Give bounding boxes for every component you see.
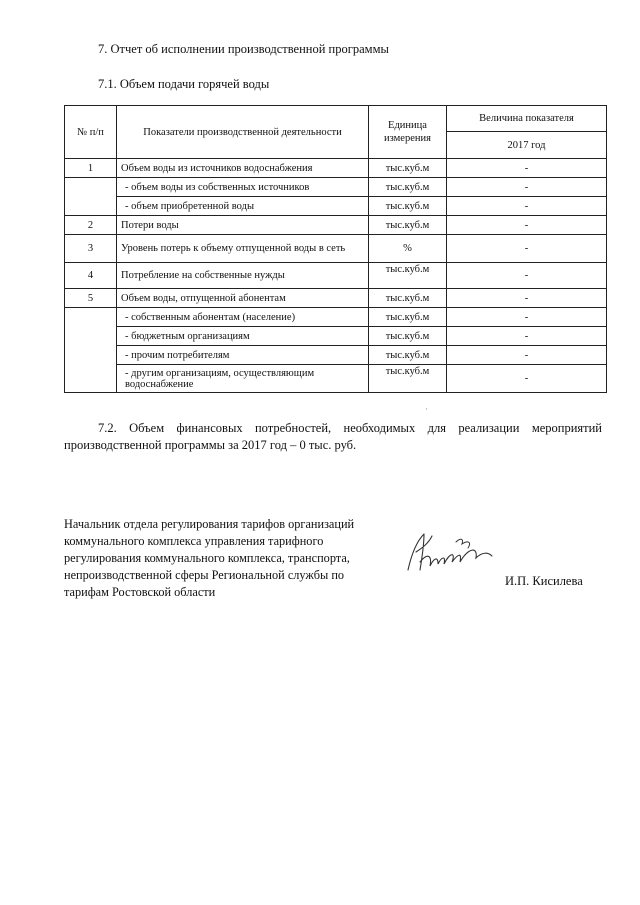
row-unit: тыс.куб.м: [369, 365, 447, 393]
signatory-title: [64, 516, 384, 601]
row-name: - другим организациям, осуществляющим водоснабжение: [117, 365, 369, 393]
table-row: [65, 178, 607, 197]
table-row: [65, 289, 607, 308]
table-row: [65, 346, 607, 365]
row-num: 2: [65, 216, 117, 235]
row-unit: тыс.куб.м: [369, 346, 447, 365]
row-unit: тыс.куб.м: [369, 308, 447, 327]
hot-water-supply-table: [64, 105, 607, 393]
row-value: -: [447, 178, 607, 197]
signatory-title-line: Начальник отдела регулирования тарифов организаций: [64, 517, 355, 531]
row-num: 5: [65, 289, 117, 308]
table-row: [65, 235, 607, 263]
row-value: -: [447, 216, 607, 235]
row-name: - объем приобретенной воды: [117, 197, 369, 216]
row-unit: тыс.куб.м: [369, 289, 447, 308]
signatory-title-line: непроизводственной сферы Региональной службы по: [64, 568, 345, 582]
row-unit: тыс.куб.м: [369, 327, 447, 346]
row-name: - бюджетным организациям: [117, 327, 369, 346]
row-value: -: [447, 327, 607, 346]
row-name: - прочим потребителям: [117, 346, 369, 365]
signatory-title-line: регулирования коммунального комплекса, транспорта,: [64, 551, 350, 565]
row-unit: %: [369, 235, 447, 263]
row-num: [65, 178, 117, 216]
row-value: -: [447, 365, 607, 393]
row-num: 1: [65, 159, 117, 178]
row-unit: тыс.куб.м: [369, 216, 447, 235]
row-name: Объем воды из источников водоснабжения: [117, 159, 369, 178]
table-row: [65, 197, 607, 216]
row-name: Объем воды, отпущенной абонентам: [117, 289, 369, 308]
row-value: -: [447, 197, 607, 216]
row-unit: тыс.куб.м: [369, 178, 447, 197]
table-row: [65, 327, 607, 346]
header-value-group: Величина показателя: [447, 106, 607, 132]
row-name: Потери воды: [117, 216, 369, 235]
row-value: -: [447, 263, 607, 289]
table-row: [65, 216, 607, 235]
scan-speck: ·: [425, 404, 428, 414]
row-value: -: [447, 235, 607, 263]
row-unit: тыс.куб.м: [369, 197, 447, 216]
table-row: [65, 159, 607, 178]
section-heading: 7. Отчет об исполнении производственной программы: [98, 42, 389, 56]
row-value: -: [447, 289, 607, 308]
header-unit: Единица измерения: [369, 106, 447, 159]
financial-needs-paragraph: 7.2. Объем финансовых потребностей, необходимых для реализации мероприятий производственной программы за 2017 год – 0 тыс. руб.: [64, 421, 602, 452]
row-num: 3: [65, 235, 117, 263]
header-num: № п/п: [65, 106, 117, 159]
row-value: -: [447, 159, 607, 178]
row-name: - объем воды из собственных источников: [117, 178, 369, 197]
signatory-title-line: коммунального комплекса управления тарифного: [64, 534, 324, 548]
row-num: 4: [65, 263, 117, 289]
handwritten-signature: [398, 522, 498, 582]
signatory-name: И.П. Кисилева: [505, 574, 583, 588]
row-name: Уровень потерь к объему отпущенной воды в сеть: [117, 235, 369, 263]
header-indicator: Показатели производственной деятельности: [117, 106, 369, 159]
row-value: -: [447, 308, 607, 327]
table-row: [65, 365, 607, 393]
signatory-title-line: тарифам Ростовской области: [64, 585, 216, 599]
header-year: 2017 год: [447, 132, 607, 159]
subsection-heading: 7.1. Объем подачи горячей воды: [98, 77, 270, 91]
row-num: [65, 308, 117, 393]
row-unit: тыс.куб.м: [369, 159, 447, 178]
table-row: [65, 308, 607, 327]
row-name: Потребление на собственные нужды: [117, 263, 369, 289]
row-name: - собственным абонентам (население): [117, 308, 369, 327]
row-unit: тыс.куб.м: [369, 263, 447, 289]
table-row: [65, 263, 607, 289]
row-value: -: [447, 346, 607, 365]
